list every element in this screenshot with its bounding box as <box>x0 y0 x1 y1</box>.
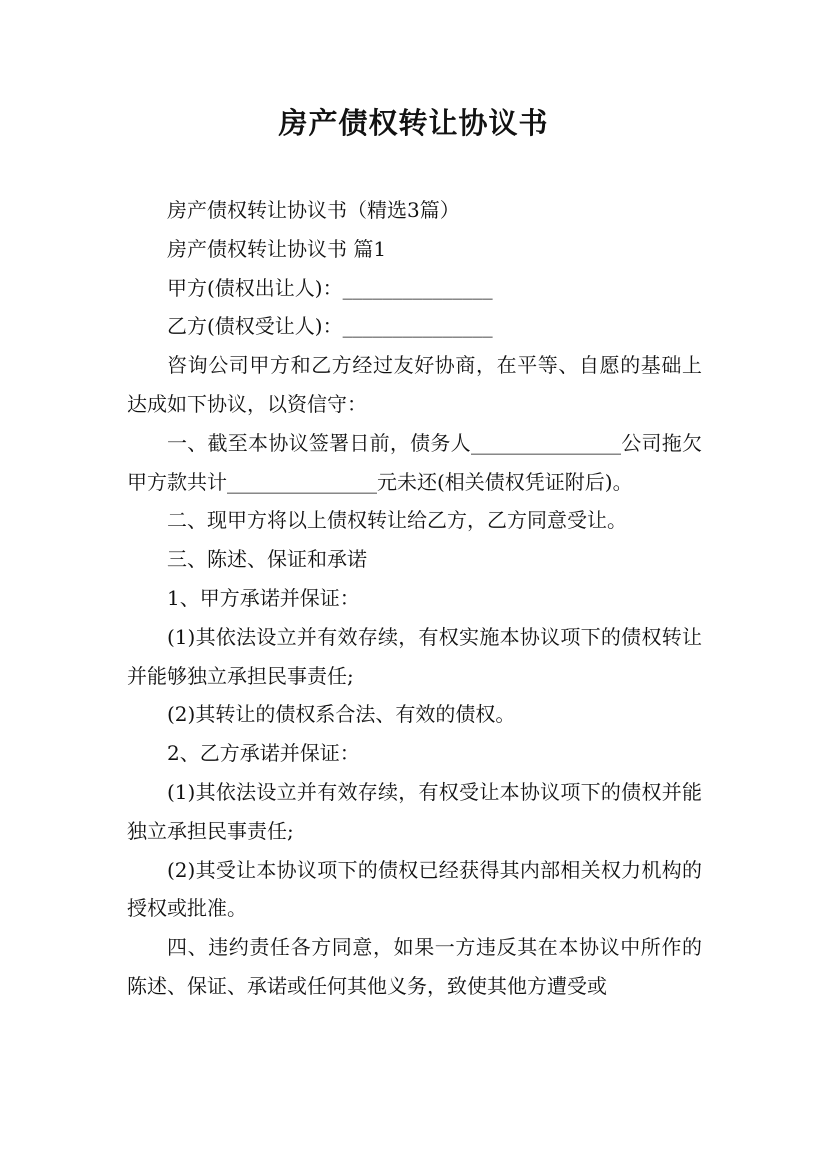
paragraph-party-a: 甲方(债权出让人)：_______________ <box>167 275 493 300</box>
paragraph-clause-1: 一、截至本协议签署日前，债务人_______________公司拖欠甲方款共计_______________元未还(相关债权凭证附后)。 <box>127 430 702 494</box>
paragraph-party-b-warranty-2: (2)其受让本协议项下的债权已经获得其内部相关权力机构的授权或批准。 <box>127 857 702 921</box>
paragraph-party-a-warranty-1: (1)其依法设立并有效存续，有权实施本协议项下的债权转让并能够独立承担民事责任; <box>127 624 702 688</box>
document-title: 房产债权转让协议书 <box>278 106 549 140</box>
paragraph-article-heading: 房产债权转让协议书 篇1 <box>167 236 387 261</box>
paragraph-clause-3-heading: 三、陈述、保证和承诺 <box>167 547 367 572</box>
paragraph-collection-title: 房产债权转让协议书（精选3篇） <box>167 198 460 222</box>
paragraph-party-b-warranty-1: (1)其依法设立并有效存续，有权受让本协议项下的债权并能独立承担民事责任; <box>127 779 702 843</box>
paragraph-preamble: 咨询公司甲方和乙方经过友好协商，在平等、自愿的基础上达成如下协议，以资信守： <box>127 353 702 416</box>
paragraph-clause-4: 四、违约责任各方同意，如果一方违反其在本协议中所作的陈述、保证、承诺或任何其他义务，致使其他方遭受或 <box>127 935 702 998</box>
paragraph-party-b-warranty-heading: 2、乙方承诺并保证： <box>167 741 360 766</box>
document-body <box>127 191 702 1006</box>
paragraph-party-b: 乙方(债权受让人)：_______________ <box>167 314 493 339</box>
paragraph-party-a-warranty-2: (2)其转让的债权系合法、有效的债权。 <box>167 702 516 727</box>
paragraph-clause-2: 二、现甲方将以上债权转让给乙方，乙方同意受让。 <box>167 508 627 533</box>
paragraph-party-a-warranty-heading: 1、甲方承诺并保证： <box>167 585 360 610</box>
